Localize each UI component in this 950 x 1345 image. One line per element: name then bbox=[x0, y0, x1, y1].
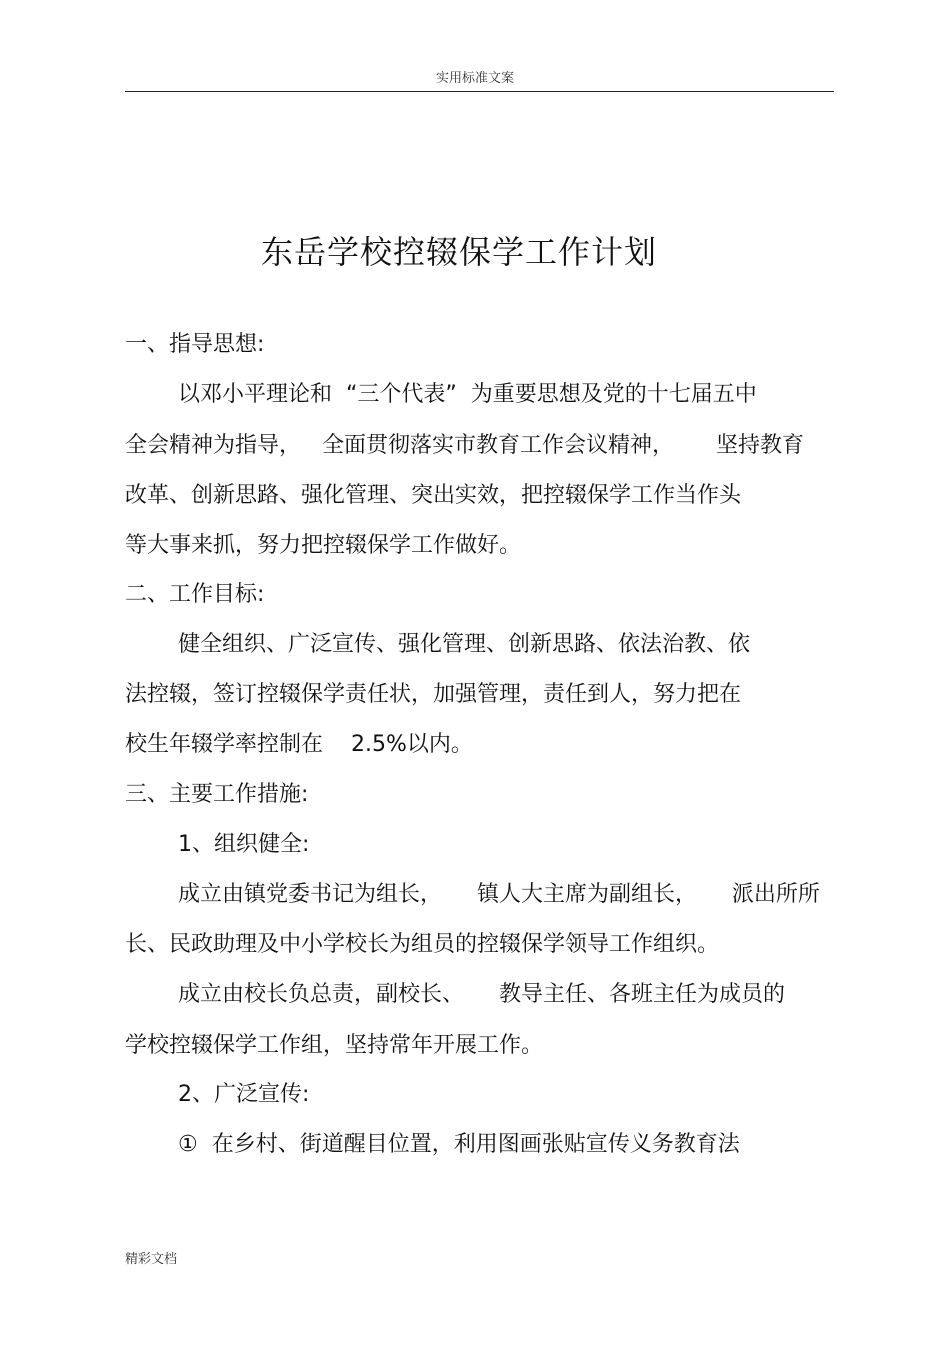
paragraph-line: 学校控辍保学工作组，坚持常年开展工作。 bbox=[125, 1033, 544, 1058]
paragraph-line: 改革、创新思路、强化管理、突出实效，把控辍保学工作当作头 bbox=[125, 483, 742, 508]
paragraph-line: 校生年辍学率控制在 2.5%以内。 bbox=[125, 732, 473, 757]
section-heading-work-goals: 二、工作目标: bbox=[125, 582, 265, 607]
paragraph-line: 成立由镇党委书记为组长， 镇人大主席为副组长， 派出所所 bbox=[178, 882, 820, 907]
paragraph-line: 成立由校长负总责，副校长、 教导主任、各班主任为成员的 bbox=[178, 982, 785, 1007]
paragraph-line: 等大事来抓，努力把控辍保学工作做好。 bbox=[125, 533, 522, 558]
page-header: 实用标准文案 bbox=[435, 71, 514, 86]
header-divider bbox=[125, 91, 834, 92]
document-title: 东岳学校控辍保学工作计划 bbox=[260, 233, 657, 271]
section-heading-main-measures: 三、主要工作措施: bbox=[125, 782, 309, 807]
paragraph-line: 以邓小平理论和 “三个代表” 为重要思想及党的十七届五中 bbox=[178, 382, 757, 407]
subsection-heading-publicity: 2、广泛宣传: bbox=[178, 1082, 310, 1107]
paragraph-line: ① 在乡村、街道醒目位置，利用图画张贴宣传义务教育法 bbox=[178, 1132, 740, 1157]
paragraph-line: 法控辍，签订控辍保学责任状，加强管理，责任到人，努力把在 bbox=[125, 682, 742, 707]
page-footer: 精彩文档 bbox=[125, 1252, 178, 1267]
subsection-heading-organization: 1、组织健全: bbox=[178, 832, 310, 857]
section-heading-guiding-ideology: 一、指导思想: bbox=[125, 332, 265, 357]
paragraph-line: 健全组织、广泛宣传、强化管理、创新思路、依法治教、依 bbox=[178, 632, 751, 657]
paragraph-line: 长、民政助理及中小学校长为组员的控辍保学领导工作组织。 bbox=[125, 932, 720, 957]
paragraph-line: 全会精神为指导， 全面贯彻落实市教育工作会议精神， 坚持教育 bbox=[125, 433, 804, 458]
